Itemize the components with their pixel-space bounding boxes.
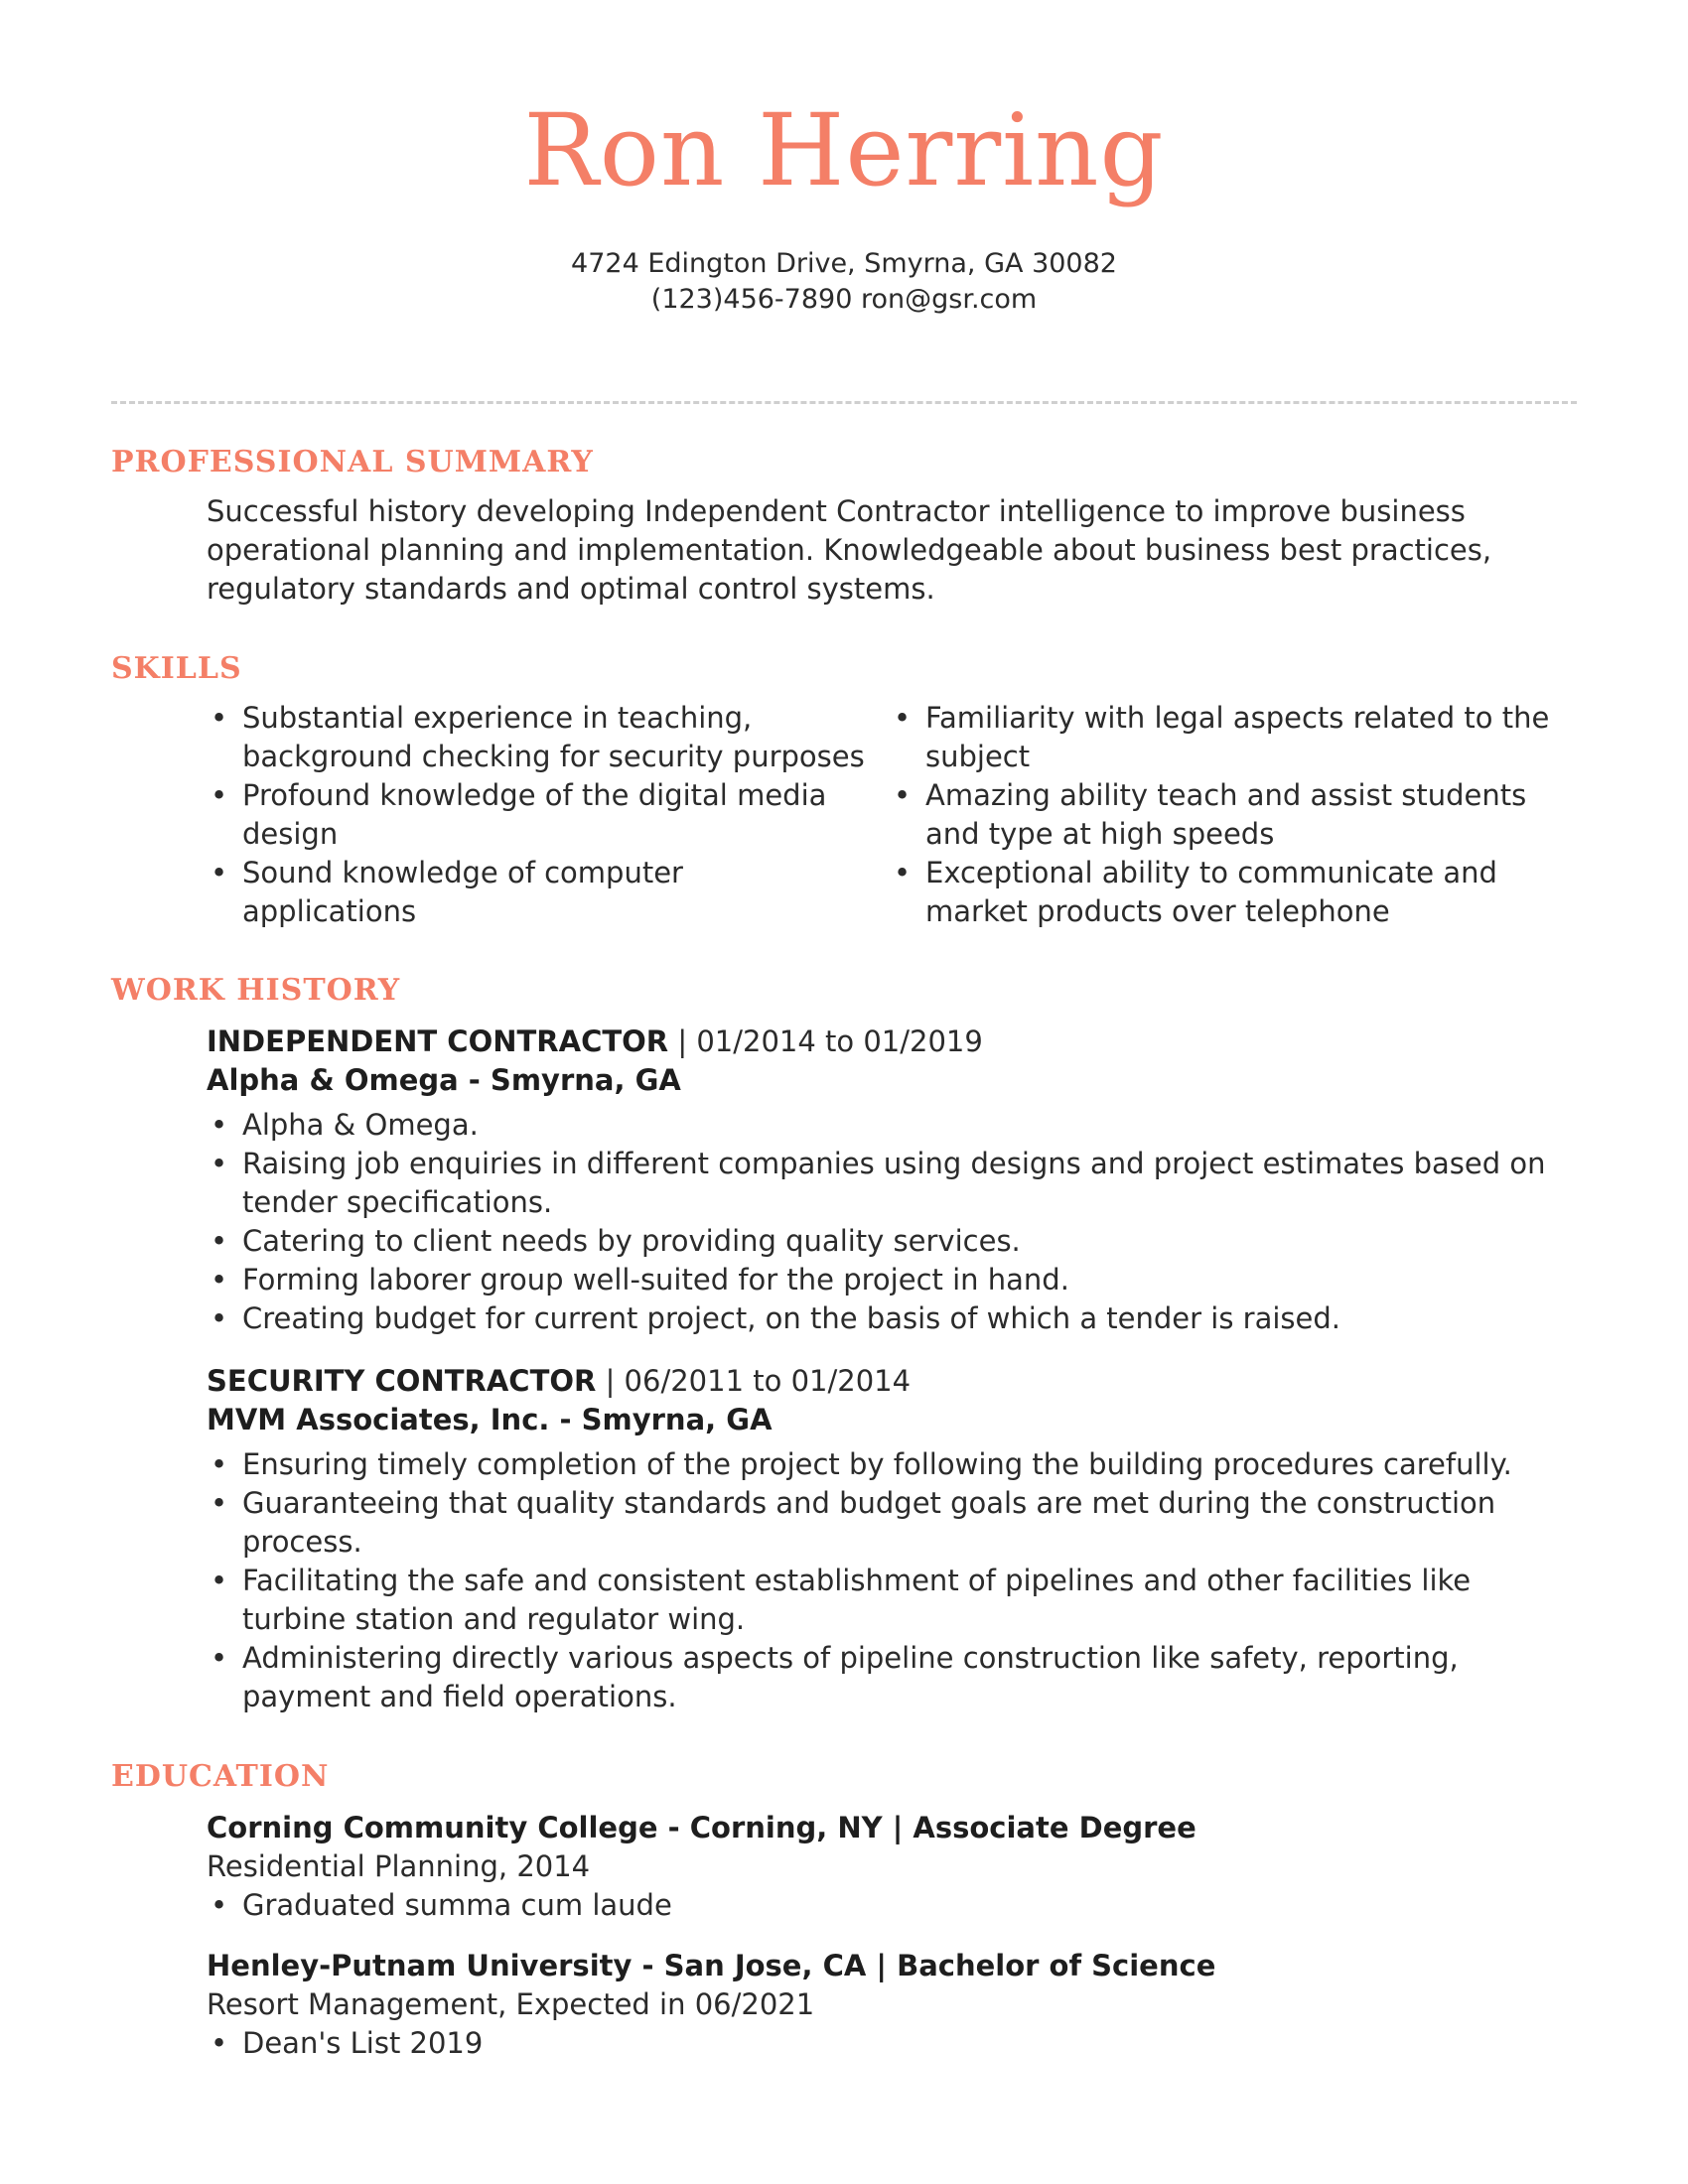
skill-item: • Substantial experience in teaching, background checking for security purposes — [207, 699, 882, 776]
section-title-skills: SKILLS — [111, 651, 242, 686]
section-title-education: EDUCATION — [111, 1759, 330, 1794]
list-item: • Alpha & Omega. — [207, 1106, 1577, 1145]
education-field: Resort Management, Expected in 06/2021 — [207, 1987, 815, 2021]
section-title-summary: PROFESSIONAL SUMMARY — [111, 445, 594, 479]
contact-address: 4724 Edington Drive, Smyrna, GA 30082 — [571, 248, 1117, 279]
skill-item: • Familiarity with legal aspects related to the subject — [890, 699, 1577, 776]
job-title-line — [207, 1362, 1577, 1401]
job-dates: | 06/2011 to 01/2014 — [605, 1364, 912, 1398]
contact-phone-email: (123)456-7890 ron@gsr.com — [650, 284, 1038, 315]
job-company: MVM Associates, Inc. - Smyrna, GA — [207, 1403, 773, 1436]
skill-item: • Amazing ability teach and assist students and type at high speeds — [890, 776, 1577, 854]
job-role: INDEPENDENT CONTRACTOR — [207, 1024, 669, 1058]
summary-text: Successful history developing Independent Contractor intelligence to improve business operational planning and implementation. Knowledgeable about business best practices, regulatory standards and optimal control systems. — [207, 494, 1492, 606]
job-title-line — [207, 1023, 1577, 1061]
header-divider — [111, 401, 1577, 404]
list-item: • Raising job enquiries in different companies using designs and project estimates based on tender specifications. — [207, 1145, 1577, 1222]
education-school: Henley-Putnam University - San Jose, CA | Bachelor of Science — [207, 1949, 1216, 1982]
job-bullets — [207, 1445, 1577, 1716]
list-item: • Facilitating the safe and consistent establishment of pipelines and other facilities like turbine station and regulator wing. — [207, 1562, 1577, 1639]
job-bullets — [207, 1106, 1577, 1338]
education-school: Corning Community College - Corning, NY | Associate Degree — [207, 1811, 1196, 1844]
job-dates: | 01/2014 to 01/2019 — [677, 1024, 983, 1058]
skills-list-left — [207, 699, 882, 931]
skills-list-right — [890, 699, 1577, 931]
list-item: • Administering directly various aspects of pipeline construction like safety, reporting, payment and field operations. — [207, 1639, 1577, 1716]
list-item: • Dean's List 2019 — [207, 2024, 1577, 2063]
job-company: Alpha & Omega - Smyrna, GA — [207, 1063, 681, 1097]
list-item: • Guaranteeing that quality standards and budget goals are met during the construction process. — [207, 1484, 1577, 1562]
list-item: • Graduated summa cum laude — [207, 1886, 1577, 1925]
education-bullets — [207, 1886, 1577, 1925]
education-field: Residential Planning, 2014 — [207, 1849, 591, 1883]
skill-item: • Profound knowledge of the digital media design — [207, 776, 882, 854]
job-role: SECURITY CONTRACTOR — [207, 1364, 597, 1398]
list-item: • Catering to client needs by providing quality services. — [207, 1222, 1577, 1261]
section-title-work: WORK HISTORY — [111, 973, 401, 1008]
skill-item: • Exceptional ability to communicate and market products over telephone — [890, 854, 1577, 931]
skill-item: • Sound knowledge of computer applications — [207, 854, 882, 931]
list-item: • Ensuring timely completion of the project by following the building procedures carefully. — [207, 1445, 1577, 1484]
list-item: • Forming laborer group well-suited for the project in hand. — [207, 1261, 1577, 1299]
candidate-name: Ron Herring — [523, 92, 1165, 208]
education-bullets — [207, 2024, 1577, 2063]
list-item: • Creating budget for current project, on the basis of which a tender is raised. — [207, 1299, 1577, 1338]
